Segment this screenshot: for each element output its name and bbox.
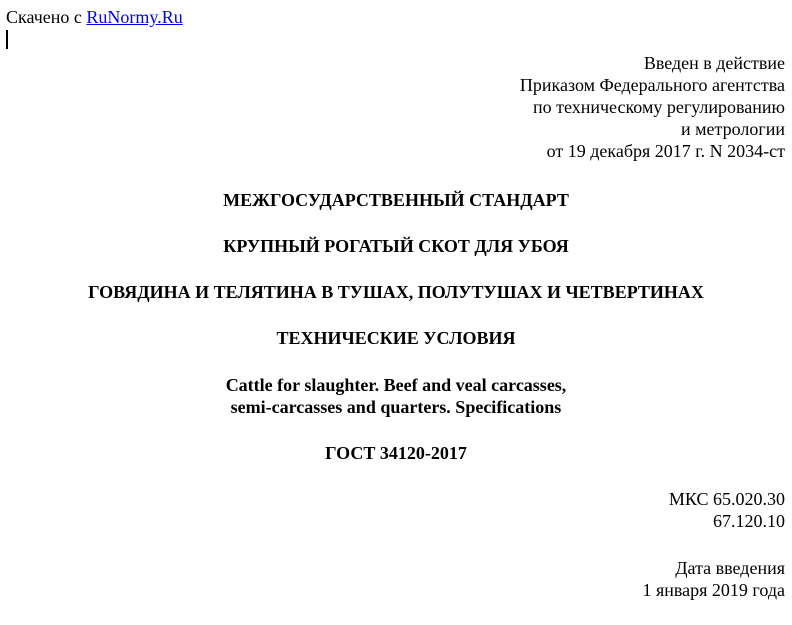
mks-code-line-2: 67.120.10 (713, 511, 785, 531)
download-source-line (6, 7, 183, 27)
enactment-line: Приказом Федерального агентства (519, 75, 785, 95)
enactment-line: Введен в действие (643, 53, 785, 73)
effective-date-value: 1 января 2019 года (642, 580, 785, 600)
mks-code-line-1: МКС 65.020.30 (668, 489, 785, 509)
english-title-line-1: Cattle for slaughter. Beef and veal carcasses, (225, 375, 567, 395)
title-line-3: ТЕХНИЧЕСКИЕ УСЛОВИЯ (276, 328, 516, 348)
enactment-block (520, 52, 785, 162)
english-title-line-2: semi-carcasses and quarters. Specifications (230, 397, 562, 417)
enactment-line: по техническому регулированию (532, 97, 785, 117)
enactment-line: и метрологии (681, 119, 785, 139)
title-line-2: ГОВЯДИНА И ТЕЛЯТИНА В ТУШАХ, ПОЛУТУШАХ И ЧЕТВЕРТИНАХ (88, 282, 704, 302)
runormy-link[interactable]: RuNormy.Ru (86, 7, 183, 27)
classification-block (669, 488, 785, 532)
title-line-1: КРУПНЫЙ РОГАТЫЙ СКОТ ДЛЯ УБОЯ (223, 236, 569, 256)
download-source-prefix: Скачено с (6, 7, 87, 27)
gost-number: ГОСТ 34120-2017 (325, 443, 467, 463)
text-cursor (6, 30, 8, 49)
standard-type-heading: МЕЖГОСУДАРСТВЕННЫЙ СТАНДАРТ (223, 190, 569, 210)
effective-date-block (642, 557, 785, 601)
enactment-line: от 19 декабря 2017 г. N 2034-ст (546, 141, 785, 161)
effective-date-label: Дата введения (675, 558, 785, 578)
